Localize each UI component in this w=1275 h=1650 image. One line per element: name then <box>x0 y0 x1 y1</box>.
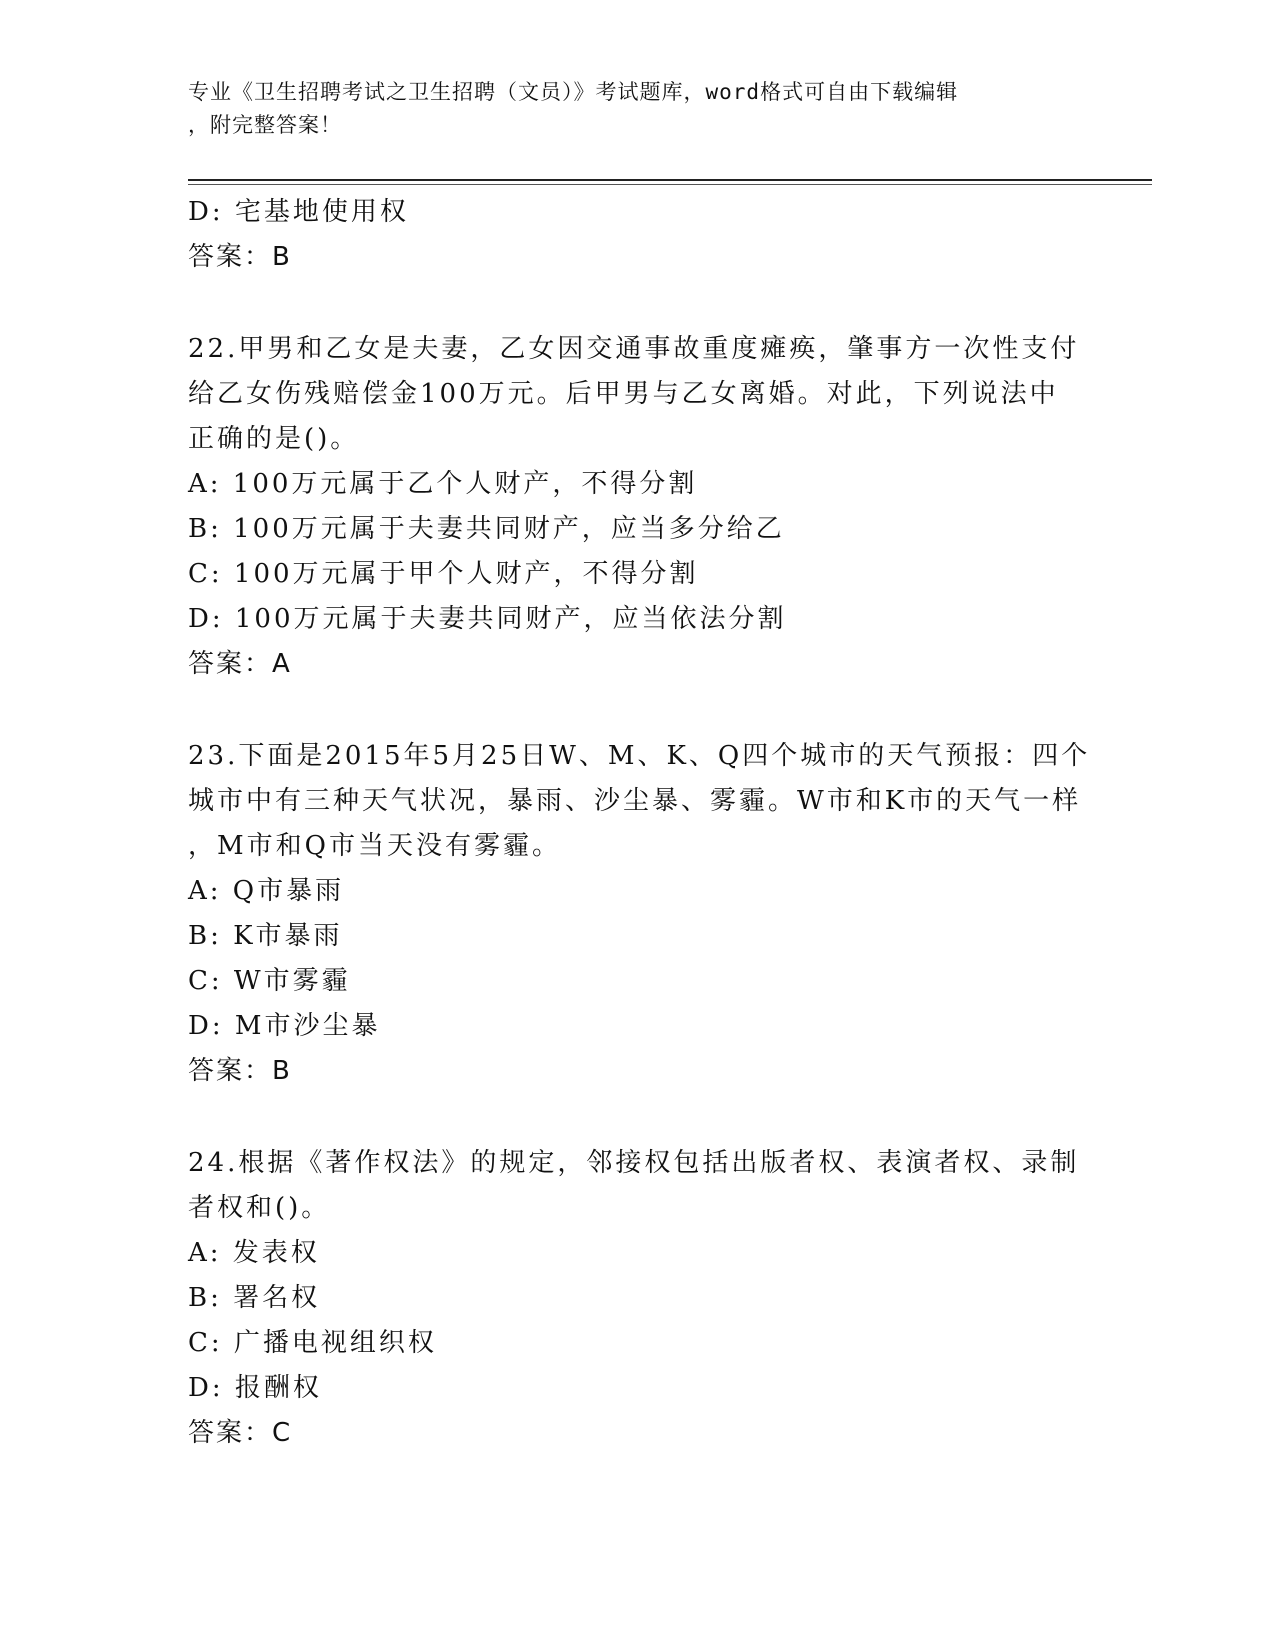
question-stem-line: 者权和()。 <box>188 1193 331 1223</box>
question-stem-line: 给乙女伤残赔偿金100万元。后甲男与乙女离婚。对此，下列说法中 <box>188 379 1059 409</box>
header-divider-thick <box>188 179 1152 181</box>
option-a: A: 100万元属于乙个人财产，不得分割 <box>188 469 698 499</box>
option-b: B: K市暴雨 <box>188 921 343 951</box>
header-divider-thin <box>188 184 1152 185</box>
option-c: C: W市雾霾 <box>188 966 351 996</box>
question-stem-line: 正确的是()。 <box>188 424 360 454</box>
page-header <box>188 76 1068 142</box>
spacer <box>188 1094 1088 1141</box>
question-23 <box>188 734 1091 1094</box>
option-a: A: Q市暴雨 <box>188 876 345 906</box>
spacer <box>188 687 1088 734</box>
answer-line: 答案：B <box>188 1056 292 1086</box>
question-stem-line: 23.下面是2015年5月25日W、M、K、Q四个城市的天气预报：四个 <box>188 741 1091 771</box>
option-b: B: 署名权 <box>188 1283 321 1313</box>
question-stem-line: 22.甲男和乙女是夫妻，乙女因交通事故重度瘫痪，肇事方一次性支付 <box>188 334 1080 364</box>
question-22 <box>188 327 1088 687</box>
spacer <box>188 280 1088 327</box>
question-stem-line: ，M市和Q市当天没有雾霾。 <box>188 831 561 861</box>
header-line-2: ，附完整答案！ <box>188 113 342 137</box>
option-d: D: M市沙尘暴 <box>188 1011 381 1041</box>
question-stem-line: 24.根据《著作权法》的规定，邻接权包括出版者权、表演者权、录制 <box>188 1148 1080 1178</box>
option-d: D: 报酬权 <box>188 1373 322 1403</box>
question-24 <box>188 1141 1088 1456</box>
option-d: D: 宅基地使用权 <box>188 197 409 227</box>
option-b: B: 100万元属于夫妻共同财产，应当多分给乙 <box>188 514 785 544</box>
option-a: A: 发表权 <box>188 1238 320 1268</box>
answer-line: 答案：C <box>188 1418 293 1448</box>
answer-line: 答案：B <box>188 242 292 272</box>
option-c: C: 100万元属于甲个人财产，不得分割 <box>188 559 699 589</box>
option-d: D: 100万元属于夫妻共同财产，应当依法分割 <box>188 604 787 634</box>
question-21-tail <box>188 190 1088 280</box>
header-line-1: 专业《卫生招聘考试之卫生招聘（文员）》考试题库，word格式可自由下载编辑 <box>188 80 959 104</box>
question-content <box>188 190 1091 1456</box>
option-c: C: 广播电视组织权 <box>188 1328 437 1358</box>
answer-line: 答案：A <box>188 649 292 679</box>
question-stem-line: 城市中有三种天气状况，暴雨、沙尘暴、雾霾。W市和K市的天气一样 <box>188 786 1082 816</box>
